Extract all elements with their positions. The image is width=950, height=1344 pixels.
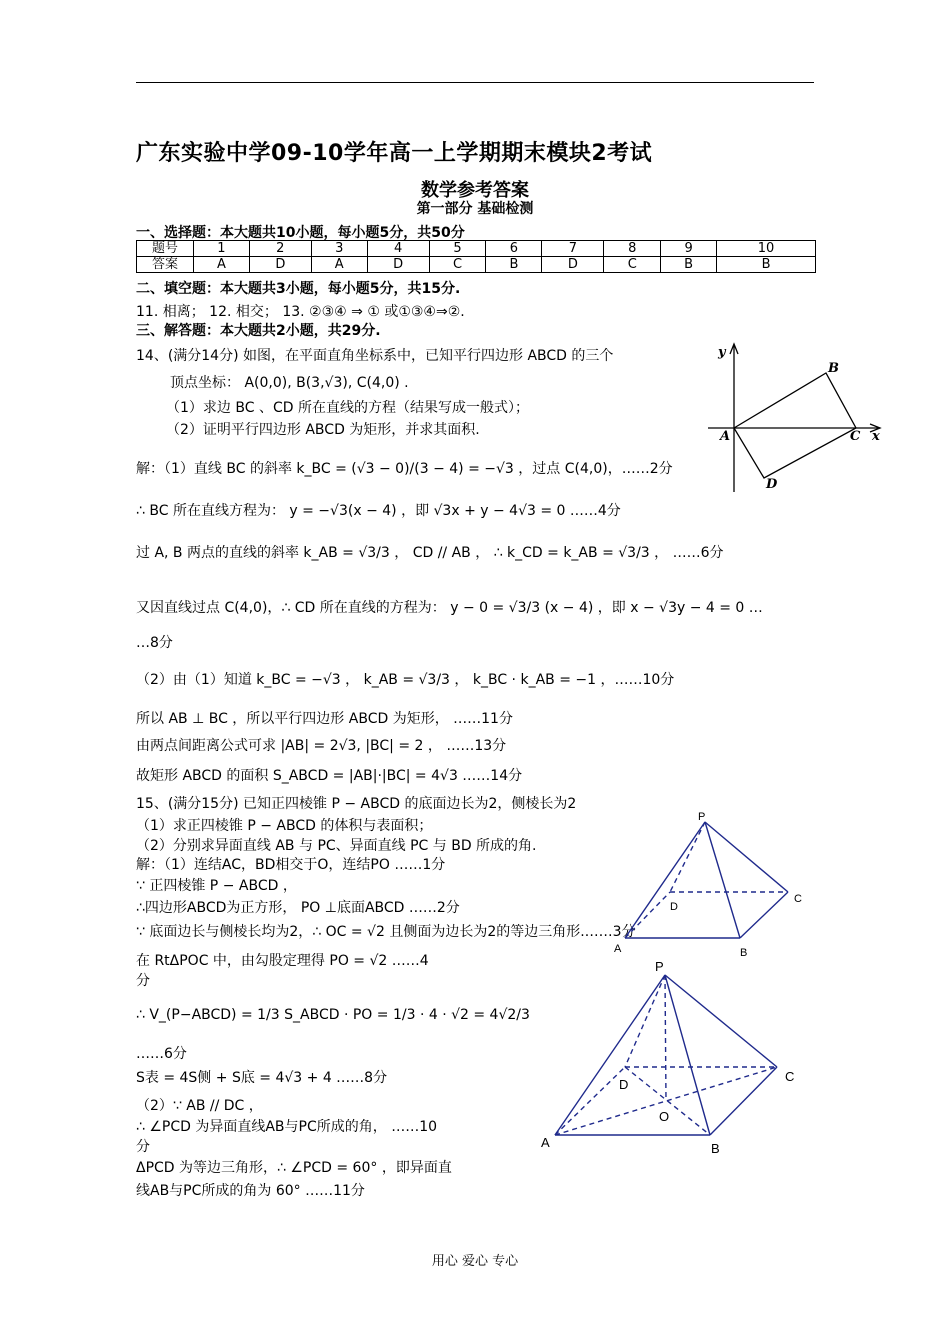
label-x: x [872,429,880,444]
q14-solution-line1: 解：（1）直线 BC 的斜率 k_BC = (√3 − 0)/(3 − 4) = −√3 ，过点 C(4,0)，……2分 [136,461,673,477]
label-a: A [720,429,731,444]
answer-cell: D [367,257,429,273]
section-2-heading: 二、填空题：本大题共3小题，每小题5分，共15分. [136,281,461,297]
label-b: B [740,947,748,959]
q14-solution-line6: 所以 AB ⊥ BC ，所以平行四边形 ABCD 为矩形， ……11分 [136,711,513,727]
q15-solution-line2: ∵ 正四棱锥 P − ABCD ， [136,878,297,894]
answer-cell: B [661,257,717,273]
rectangle-abcd [734,373,856,478]
label-a: A [541,1135,550,1150]
q14-solution-line5: （2）由（1）知道 k_BC = −√3 ， k_AB = √3/3 ， k_BC · k_AB = −1 ，……10分 [136,672,675,688]
q15-part1: （1）求正四棱锥 P − ABCD 的体积与表面积； [136,818,433,834]
answer-cell: A [311,257,367,273]
figure-pyramid-large [535,955,815,1165]
q14-statement-line2: 顶点坐标： A(0,0), B(3,√3), C(4,0) . [170,375,409,391]
label-c: C [785,1069,795,1084]
label-y: y [718,345,726,360]
q14-solution-line3: 过 A, B 两点的直线的斜率 k_AB = √3/3 ， CD // AB ， ∴ k_CD = k_AB = √3/3 ， ……6分 [136,545,724,561]
question-number: 4 [367,241,429,257]
q15-solution-line7: S表 = 4S侧 + S底 = 4√3 + 4 ……8分 [136,1070,388,1086]
label-p: P [655,959,664,974]
answer-cell: B [717,257,816,273]
q14-statement-line1: 14、(满分14分) 如图，在平面直角坐标系中，已知平行四边形 ABCD 的三个 [136,348,614,364]
q15-solution-line8: （2）∵ AB // DC ， [136,1098,263,1114]
part-heading: 第一部分 基础检测 [416,201,534,217]
q15-solution-line1: 解：（1）连结AC，BD相交于O，连结PO ……1分 [136,857,446,873]
answer-table-answer-row [137,257,816,273]
answer-cell: A [194,257,250,273]
q15-part2: （2）分别求异面直线 AB 与 PC、异面直线 PC 与 BD 所成的角. [136,838,537,854]
page-title: 广东实验中学09-10学年高一上学期期末模块2考试 [136,141,653,166]
q15-solution-line10: ΔPCD 为等边三角形，∴ ∠PCD = 60° ，即异面直 [136,1160,452,1176]
answer-cell: C [429,257,486,273]
q15-solution-line5-cont: 分 [136,973,150,989]
q15-solution-line6-cont: ……6分 [136,1046,187,1062]
q15-solution-line9: ∴ ∠PCD 为异面直线AB与PC所成的角， ……10 [136,1119,438,1135]
question-number: 1 [194,241,250,257]
page-subtitle: 数学参考答案 [421,180,529,201]
label-c: C [794,893,802,905]
section-1-heading: 一、选择题：本大题共10小题，每小题5分，共50分 [136,225,465,241]
answer-table-header-label: 题号 [137,241,194,257]
label-c: C [850,429,861,444]
question-number: 2 [249,241,311,257]
q15-solution-line9-cont: 分 [136,1139,150,1155]
question-number: 7 [542,241,604,257]
figure-pyramid-small [600,810,820,970]
label-d: D [670,901,678,913]
q14-part1: （1）求边 BC 、CD 所在直线的方程（结果写成一般式）； [166,400,529,416]
label-d: D [619,1077,629,1092]
q15-solution-line4: ∵ 底面边长与侧棱长均为2，∴ OC = √2 且侧面为边长为2的等边三角形.……3分 [136,924,636,940]
label-d: D [766,477,778,492]
label-b: B [828,361,839,376]
answer-cell: B [486,257,542,273]
question-number: 10 [717,241,816,257]
q14-part2: （2）证明平行四边形 ABCD 为矩形，并求其面积. [166,422,480,438]
q15-statement-line1: 15、(满分15分) 已知正四棱锥 P − ABCD 的底面边长为2，侧棱长为2 [136,796,577,812]
q14-solution-line4-cont: …8分 [136,635,173,651]
page-footer: 用心 爱心 专心 [431,1254,519,1269]
q15-solution-line10-cont: 线AB与PC所成的角为 60° ……11分 [136,1183,365,1199]
question-number: 5 [429,241,486,257]
question-number: 3 [311,241,367,257]
q15-solution-line5: 在 RtΔPOC 中，由勾股定理得 PO = √2 ……4 [136,953,429,969]
figure-coordinate-rectangle [700,340,900,500]
label-b: B [711,1141,720,1156]
answer-table-number-row [137,241,816,257]
section-3-heading: 三、解答题：本大题共2小题，共29分. [136,323,381,339]
answer-cell: D [249,257,311,273]
q14-solution-line2: ∴ BC 所在直线方程为： y = −√3(x − 4) ，即 √3x + y − 4√3 = 0 ……4分 [136,503,621,519]
q15-solution-line3: ∴四边形ABCD为正方形， PO ⊥底面ABCD ……2分 [136,900,460,916]
answer-table-answer-label: 答案 [137,257,194,273]
answer-cell: D [542,257,604,273]
question-number: 8 [604,241,661,257]
label-a: A [614,943,622,955]
q15-solution-line6: ∴ V_(P−ABCD) = 1/3 S_ABCD · PO = 1/3 · 4 · √2 = 4√2/3 [136,1007,530,1023]
answer-table [136,240,816,273]
question-number: 9 [661,241,717,257]
header-rule [136,82,814,83]
label-o: O [659,1109,670,1124]
question-number: 6 [486,241,542,257]
q14-solution-line7: 由两点间距离公式可求 |AB| = 2√3, |BC| = 2 ， ……13分 [136,738,507,754]
label-p: P [698,811,706,823]
q14-solution-line8: 故矩形 ABCD 的面积 S_ABCD = |AB|·|BC| = 4√3 ……14分 [136,768,523,784]
answer-cell: C [604,257,661,273]
q14-solution-line4: 又因直线过点 C(4,0)，∴ CD 所在直线的方程为： y − 0 = √3/3 (x − 4) ，即 x − √3y − 4 = 0 … [136,600,763,616]
fill-in-answers: 11. 相离； 12. 相交； 13. ②③④ ⇒ ① 或①③④⇒②. [136,304,465,320]
